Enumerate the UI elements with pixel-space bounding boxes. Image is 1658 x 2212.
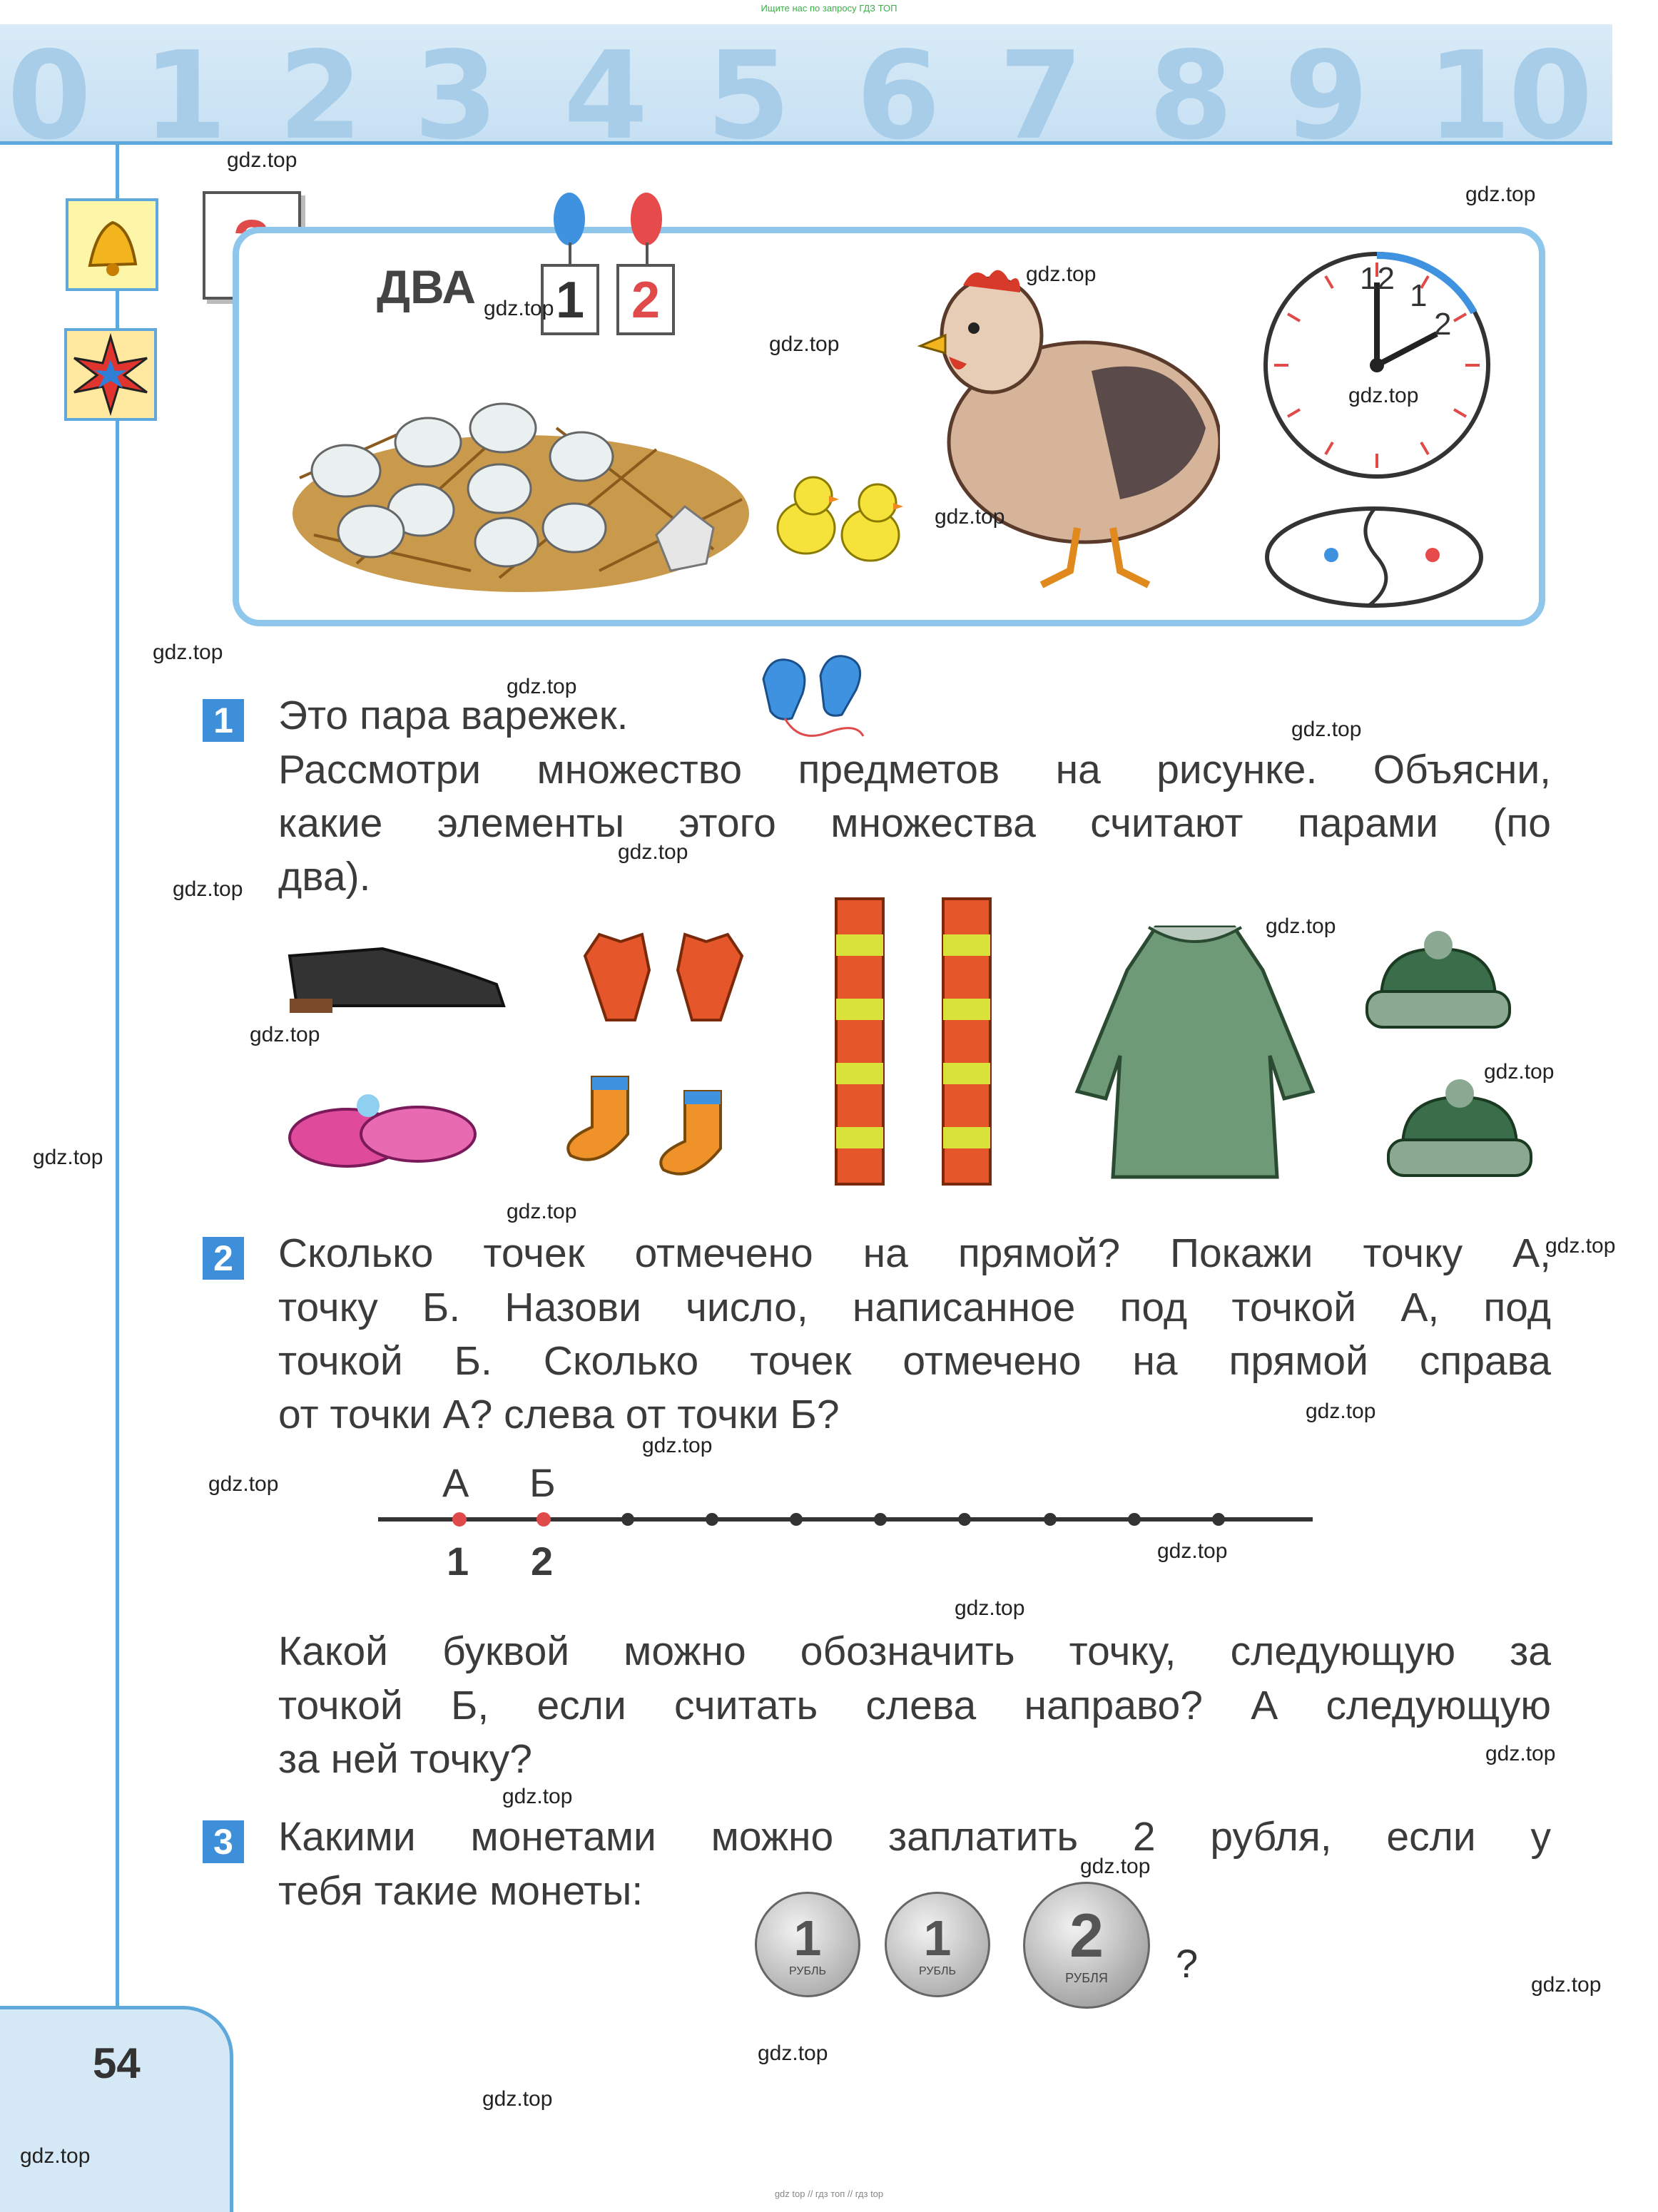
watermark: gdz.top xyxy=(20,2144,91,2168)
task-number-2: 2 xyxy=(203,1237,244,1280)
watermark: gdz.top xyxy=(1545,1234,1616,1258)
point-label-a: А xyxy=(442,1460,469,1505)
task2-line2: точку Б. Назови число, написанное под точкой А, под xyxy=(278,1285,1551,1330)
watermark: gdz.top xyxy=(1484,1060,1555,1084)
watermark: gdz.top xyxy=(1465,183,1536,206)
page-number: 54 xyxy=(93,2039,141,2087)
point-number-b: 2 xyxy=(531,1539,554,1584)
coin-two-rubles xyxy=(1023,1882,1150,2009)
top-note: Ищите нас по запросу ГДЗ ТОП xyxy=(761,3,897,14)
watermark: gdz.top xyxy=(507,1200,577,1223)
header-digit: 9 xyxy=(1284,26,1366,145)
hat-image xyxy=(1360,927,1517,1038)
watermark: gdz.top xyxy=(1026,263,1097,286)
watermark: gdz.top xyxy=(935,505,1005,529)
watermark: gdz.top xyxy=(642,1434,713,1457)
header-digit: 8 xyxy=(1149,26,1231,145)
point-label-b: Б xyxy=(529,1460,556,1505)
header-digit: 0 xyxy=(7,26,89,145)
header-digit: 3 xyxy=(414,26,496,145)
watermark: gdz.top xyxy=(1080,1855,1151,1878)
watermark: gdz.top xyxy=(33,1146,103,1169)
coin-value: 2 xyxy=(1069,1902,1104,1970)
watermark: gdz.top xyxy=(1266,914,1336,938)
task-number-1: 1 xyxy=(203,699,244,742)
watermark: gdz.top xyxy=(1485,1742,1556,1765)
header-digit: 4 xyxy=(564,26,646,145)
watermark: gdz.top xyxy=(484,297,554,320)
watermark: gdz.top xyxy=(250,1023,320,1046)
clock-number: 12 xyxy=(1360,261,1395,296)
hen-image xyxy=(906,257,1220,603)
coat-image xyxy=(1070,913,1320,1188)
red-dot-icon xyxy=(631,193,662,245)
slippers-image xyxy=(283,1070,489,1181)
task2-para2-line1: Какой буквой можно обозначить точку, следующую за xyxy=(278,1629,1551,1674)
header-digit: 5 xyxy=(706,26,788,145)
coin-one-ruble xyxy=(755,1892,860,1997)
watermark: gdz.top xyxy=(769,332,840,356)
small-number-two: 2 xyxy=(616,264,675,335)
coin-label: РУБЛЯ xyxy=(1065,1971,1108,1985)
bell-icon xyxy=(66,198,158,291)
chicks-image xyxy=(770,464,913,574)
watermark: gdz.top xyxy=(1157,1539,1228,1563)
watermark: gdz.top xyxy=(1348,384,1419,407)
small-number-one: 1 xyxy=(541,264,599,335)
connector-line xyxy=(569,243,571,265)
header-digit: 2 xyxy=(278,26,360,145)
scarves-image xyxy=(820,892,1006,1195)
task2-para2-line3: за ней точку? xyxy=(278,1736,532,1782)
task2-line4: от точки А? слева от точки Б? xyxy=(278,1392,840,1437)
watermark: gdz.top xyxy=(758,2042,828,2065)
task1-line1: Это пара варежек. xyxy=(278,693,629,738)
watermark: gdz.top xyxy=(208,1472,279,1496)
watermark: gdz.top xyxy=(153,641,223,664)
header-digit: 10 xyxy=(1427,26,1590,145)
watermark: gdz.top xyxy=(955,1596,1025,1620)
coin-value: 1 xyxy=(793,1910,822,1966)
task1-line4: два). xyxy=(278,854,371,899)
task2-para2-line2: точкой Б, если считать слева направо? А следующую xyxy=(278,1683,1551,1728)
watermark: gdz.top xyxy=(227,148,297,172)
task1-line3: какие элементы этого множества считают парами (по xyxy=(278,800,1551,846)
margin-line xyxy=(116,143,119,2026)
page-number-tab xyxy=(0,2006,233,2212)
point-number-a: 1 xyxy=(447,1539,469,1584)
watermark: gdz.top xyxy=(1531,1973,1602,1997)
question-mark: ? xyxy=(1176,1941,1199,1986)
task1-line2: Рассмотри множество предметов на рисунке. Объясни, xyxy=(278,747,1551,792)
number-word: ДВА xyxy=(377,260,477,313)
watermark: gdz.top xyxy=(173,877,243,901)
star-icon xyxy=(64,328,157,421)
header-digit: 1 xyxy=(143,26,225,145)
watermark: gdz.top xyxy=(482,2087,553,2111)
blue-dot-icon xyxy=(554,193,585,245)
coin-value: 1 xyxy=(923,1910,952,1966)
task3-line1: Какими монетами можно заплатить 2 рубля, если у xyxy=(278,1814,1551,1860)
clock-number: 1 xyxy=(1410,278,1428,313)
socks-image xyxy=(556,1070,749,1188)
coin-label: РУБЛЬ xyxy=(919,1965,956,1977)
header-digit: 6 xyxy=(856,26,938,145)
task3-line2: тебя такие монеты: xyxy=(278,1868,644,1914)
clock-number: 2 xyxy=(1434,307,1452,342)
watermark: gdz.top xyxy=(618,840,688,864)
nest-eggs-image xyxy=(285,335,756,610)
watermark: gdz.top xyxy=(507,675,577,698)
set-oval-diagram xyxy=(1263,504,1485,614)
task2-line1: Сколько точек отмечено на прямой? Покажи точку А, xyxy=(278,1230,1551,1276)
shoes-image xyxy=(283,927,511,1024)
coin-one-ruble xyxy=(885,1892,990,1997)
task2-line3: точкой Б. Сколько точек отмечено на прямой справа xyxy=(278,1338,1551,1384)
hat-image xyxy=(1381,1076,1538,1186)
watermark: gdz.top xyxy=(1306,1400,1376,1423)
gloves-image xyxy=(571,927,756,1038)
task-number-3: 3 xyxy=(203,1820,244,1863)
coin-label: РУБЛЬ xyxy=(789,1965,826,1977)
mittens-image xyxy=(749,651,870,747)
header-number-band xyxy=(0,24,1612,145)
connector-line xyxy=(646,243,649,265)
watermark: gdz.top xyxy=(502,1785,573,1808)
watermark: gdz.top xyxy=(1291,718,1362,741)
header-digit: 7 xyxy=(999,26,1081,145)
number-line xyxy=(378,1505,1320,1537)
bottom-note: gdz top // гдз топ // гдз top xyxy=(774,2188,884,2199)
